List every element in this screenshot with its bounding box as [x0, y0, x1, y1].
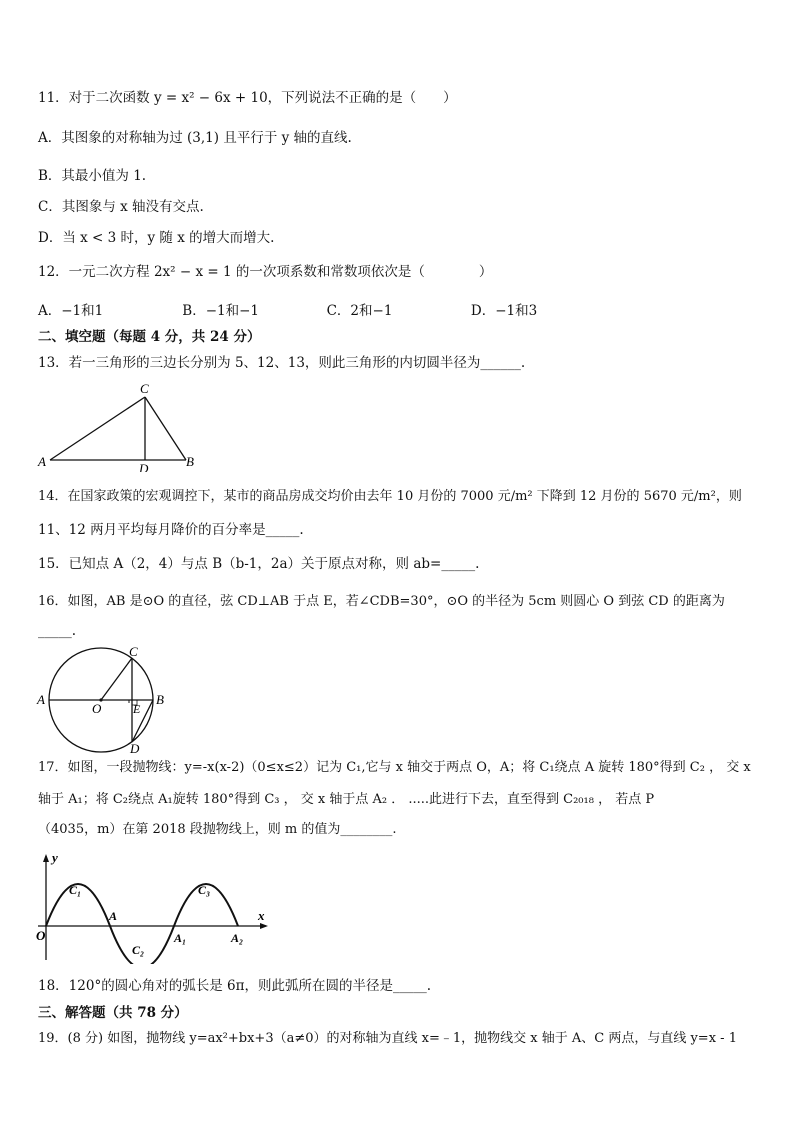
- q16-circle-figure: [34, 643, 174, 755]
- q13-text: 13．若一三角形的三边长分别为 5、12、13，则此三角形的内切圆半径为______.: [38, 355, 526, 371]
- q17-parabola-figure: [36, 852, 270, 964]
- label-a: A: [38, 454, 46, 469]
- q17-line2: 轴于 A₁；将 C₂绕点 A₁旋转 180°得到 C₃ ， 交 x 轴于点 A₂ ． .....此进行下去，直至得到 C₂₀₁₈ ， 若点 P: [38, 792, 655, 807]
- q15-text: 15．已知点 A（2，4）与点 B（b-1，2a）关于原点对称，则 ab=_____.: [38, 556, 480, 572]
- section-heading-fill-in: 二、填空题（每题 4 分，共 24 分）: [38, 329, 261, 345]
- label-y: y: [52, 852, 58, 865]
- q11-stem: 11．对于二次函数 y = x² − 6x + 10，下列说法不正确的是（ ）: [38, 90, 457, 106]
- label-a: A: [109, 909, 118, 923]
- q11-option-a: A．其图象的对称轴为过 (3,1) 且平行于 y 轴的直线.: [38, 130, 352, 146]
- label-c3: C₃: [198, 883, 211, 897]
- label-o: O: [36, 928, 46, 943]
- q13-triangle-figure: [36, 380, 206, 472]
- q17-line1: 17．如图，一段抛物线：y=-x(x-2)（0≤x≤2）记为 C₁,它与 x 轴交于两点 O，A；将 C₁绕点 A 旋转 180°得到 C₂ ， 交 x: [38, 760, 751, 775]
- q12-option-a: A．−1和1: [38, 303, 104, 319]
- q14-line2: 11、12 两月平均每月降价的百分率是_____.: [38, 522, 304, 538]
- label-d: D: [139, 461, 149, 472]
- y-axis-arrow: [43, 854, 49, 862]
- q16-line1: 16．如图，AB 是⊙O 的直径，弦 CD⊥AB 于点 E，若∠CDB=30°，⊙O 的半径为 5cm 则圆心 O 到弦 CD 的距离为: [38, 594, 725, 609]
- q11-option-b: B．其最小值为 1.: [38, 168, 147, 184]
- label-c1: C₁: [69, 883, 82, 897]
- q12-option-d: D．−1和3: [470, 303, 538, 319]
- q12-option-b: B．−1和−1: [182, 303, 260, 319]
- q11-option-c: C．其图象与 x 轴没有交点.: [38, 199, 204, 215]
- label-c2: C₂: [132, 943, 145, 957]
- label-a1: A₁: [174, 931, 187, 945]
- label-b: B: [156, 692, 164, 707]
- q17-line3: （4035，m）在第 2018 段抛物线上，则 m 的值为________.: [38, 822, 397, 837]
- label-d: D: [130, 741, 140, 755]
- label-o: O: [92, 701, 102, 716]
- q16-line2: _____.: [38, 623, 77, 639]
- x-axis-arrow: [260, 923, 268, 929]
- radius-oc: [101, 658, 132, 700]
- label-a2: A₂: [231, 931, 244, 945]
- label-b: B: [186, 454, 194, 469]
- q14-line1: 14．在国家政策的宏观调控下，某市的商品房成交均价由去年 10 月份的 7000 元/m² 下降到 12 月份的 5670 元/m²，则: [38, 489, 742, 504]
- label-e: E: [133, 702, 141, 716]
- label-c: C: [140, 381, 149, 396]
- q12-option-c: C．2和−1: [326, 303, 393, 319]
- side-bc: [145, 397, 186, 460]
- q19-text: 19．(8 分) 如图，抛物线 y=ax²+bx+3（a≠0）的对称轴为直线 x=﹣1，抛物线交 x 轴于 A、C 两点，与直线 y=x - 1: [38, 1031, 737, 1046]
- q12-stem: 12．一元二次方程 2x² − x = 1 的一次项系数和常数项依次是（ ）: [38, 264, 493, 280]
- q18-text: 18．120°的圆心角对的弧长是 6π，则此弧所在圆的半径是_____.: [38, 978, 431, 994]
- label-a: A: [37, 692, 45, 707]
- q12-options: [38, 302, 611, 320]
- section-heading-solutions: 三、解答题（共 78 分）: [38, 1005, 188, 1021]
- label-x: x: [258, 908, 265, 923]
- q11-option-d: D．当 x < 3 时，y 随 x 的增大而增大.: [38, 230, 275, 246]
- side-ac: [50, 397, 145, 460]
- label-c: C: [129, 644, 138, 659]
